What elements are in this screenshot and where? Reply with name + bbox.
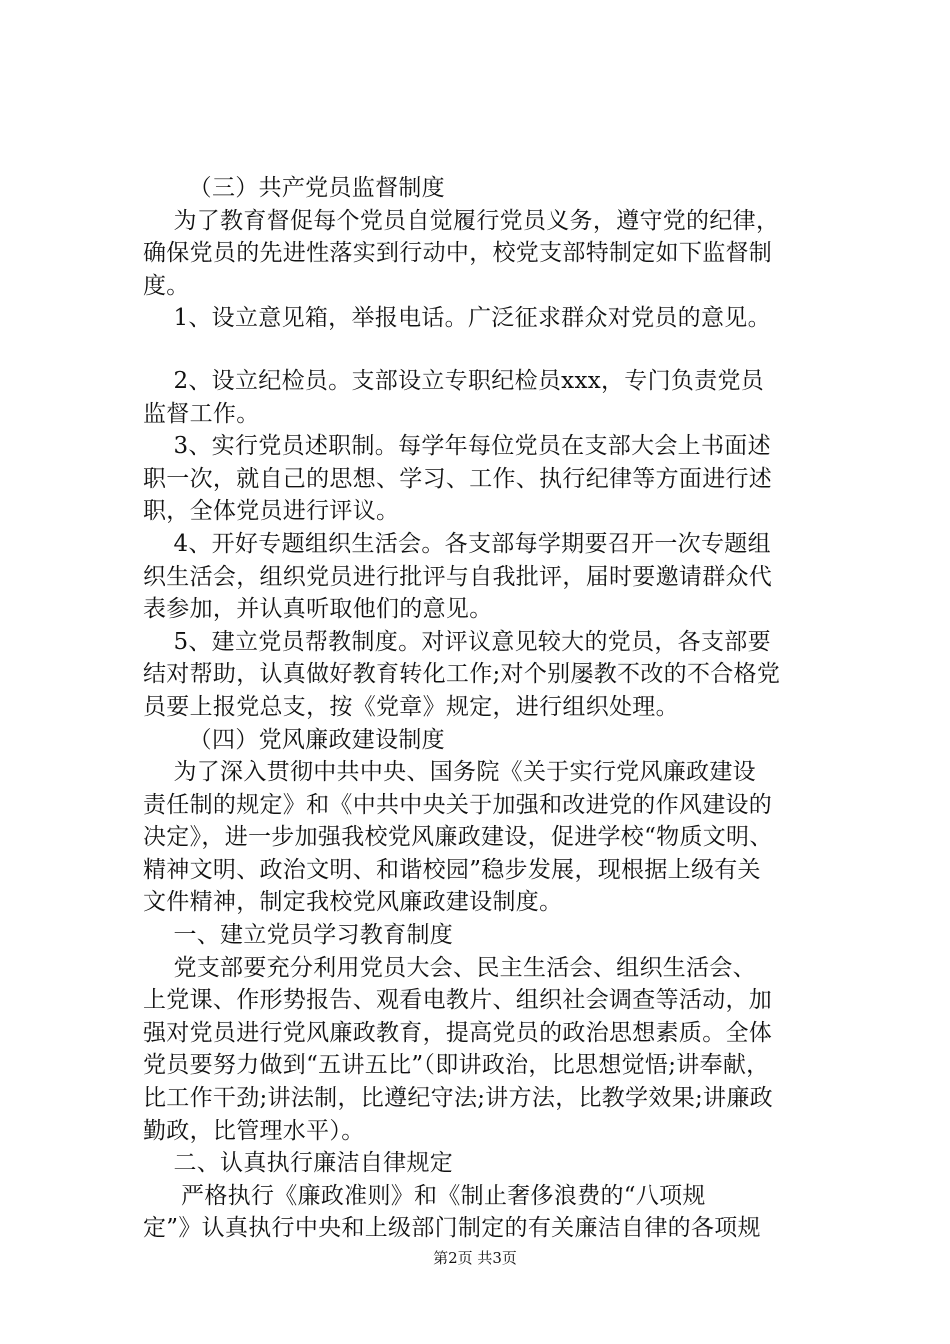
text-line: 为了教育督促每个党员自觉履行党员义务，遵守党的纪律， [143,207,780,234]
text-line: 强对党员进行党风廉政教育，提高党员的政治思想素质。全体 [143,1019,773,1046]
text-line: 上党课、作形势报告、观看电教片、组织社会调查等活动，加 [143,987,773,1014]
text-line: 2、设立纪检员。支部设立专职纪检员xxx，专门负责党员 [143,367,765,394]
subsection-heading: 二、认真执行廉洁自律规定 [143,1150,454,1177]
text-line: 比工作干劲;讲法制，比遵纪守法;讲方法，比教学效果;讲廉政 [143,1085,773,1112]
subsection-heading: 一、建立党员学习教育制度 [143,922,454,949]
text-line: 职，全体党员进行评议。 [143,498,400,525]
text-line: 1、设立意见箱，举报电话。广泛征求群众对党员的意见。 [143,305,771,332]
text-line: 职一次，就自己的思想、学习、工作、执行纪律等方面进行述 [143,465,773,492]
text-line: 织生活会，组织党员进行批评与自我批评，届时要邀请群众代 [143,563,773,590]
page-number-label: 第2页 共3页 [433,1249,517,1267]
text-line: 5、建立党员帮教制度。对评议意见较大的党员，各支部要 [143,628,771,655]
text-line: 4、开好专题组织生活会。各支部每学期要召开一次专题组 [143,530,771,557]
text-line: 监督工作。 [143,400,260,427]
text-line: 度。 [143,272,190,299]
text-line: 员要上报党总支，按《党章》规定，进行组织处理。 [143,693,679,720]
text-line: 党员要努力做到“五讲五比”（即讲政治，比思想觉悟;讲奉献， [143,1052,770,1079]
text-line: 严格执行《廉政准则》和《制止奢侈浪费的“八项规 [143,1182,706,1209]
text-line: 定”》认真执行中央和上级部门制定的有关廉洁自律的各项规 [143,1215,761,1242]
text-line: 文件精神，制定我校党风廉政建设制度。 [143,889,563,916]
text-line: （三）共产党员监督制度 [143,175,445,201]
text-line: 3、实行党员述职制。每学年每位党员在支部大会上书面述 [143,433,771,460]
text-line: 决定》，进一步加强我校党风廉政建设，促进学校“物质文明、 [143,824,773,851]
text-line: 党支部要充分利用党员大会、民主生活会、组织生活会、 [143,954,756,981]
text-line: 勤政，比管理水平）。 [143,1117,365,1144]
text-line: 表参加，并认真听取他们的意见。 [143,596,493,623]
text-line: 结对帮助，认真做好教育转化工作;对个别屡教不改的不合格党 [143,661,781,688]
document-body [143,172,843,1245]
text-line: 精神文明、政治文明、和谐校园”稳步发展，现根据上级有关 [143,856,761,883]
text-line: 为了深入贯彻中共中央、国务院《关于实行党风廉政建设 [143,759,756,786]
blank-gap [143,335,843,365]
text-line: 确保党员的先进性落实到行动中，校党支部特制定如下监督制 [143,240,773,267]
section-heading: （四）党风廉政建设制度 [143,726,445,753]
text-line: 责任制的规定》和《中共中央关于加强和改进党的作风建设的 [143,791,773,818]
page-footer [0,1248,950,1268]
